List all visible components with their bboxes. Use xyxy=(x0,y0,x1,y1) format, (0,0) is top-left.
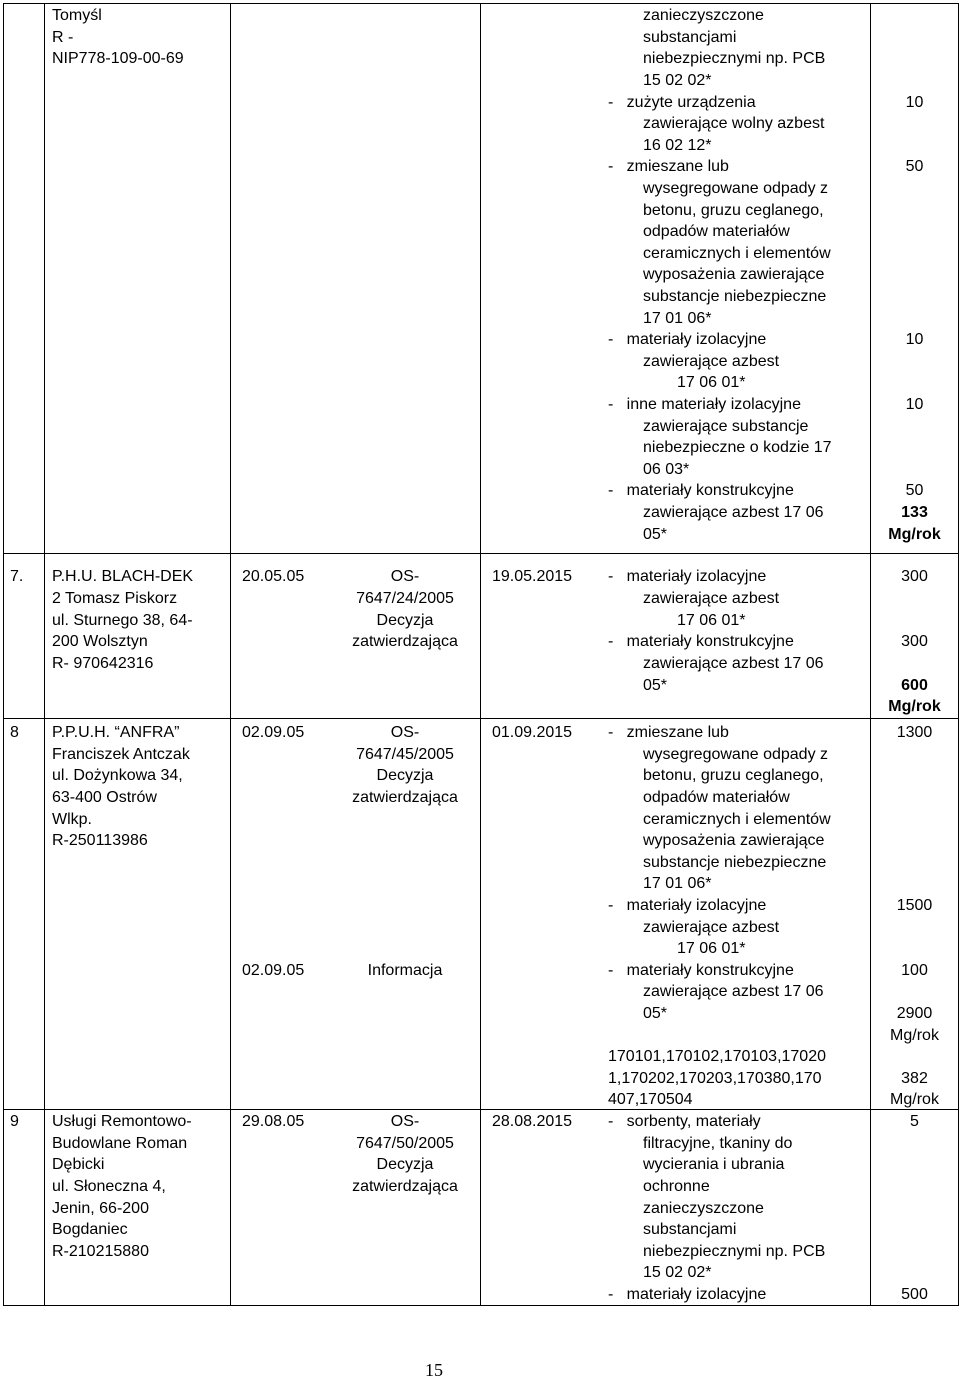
waste-line: wyposażenia zawierające xyxy=(643,832,825,849)
col-divider xyxy=(3,3,4,1306)
valid-until: 28.08.2015 xyxy=(492,1113,573,1130)
decision-line: 7647/24/2005 xyxy=(356,590,454,607)
waste-line: 15 02 02* xyxy=(643,1264,712,1281)
company-line: 63-400 Ostrów xyxy=(52,789,157,806)
company-line: Bogdaniec xyxy=(52,1221,128,1238)
col-divider xyxy=(230,3,231,1306)
quantity-value: 1500 xyxy=(896,897,933,914)
page-number: 15 xyxy=(425,1360,443,1380)
waste-codes-line: 407,170504 xyxy=(608,1091,693,1108)
waste-line: zawierające azbest 17 06 xyxy=(643,655,824,672)
waste-line: odpadów materiałów xyxy=(643,789,790,806)
col-divider xyxy=(480,3,481,1306)
company-line: P.P.U.H. “ANFRA” xyxy=(52,724,180,741)
waste-line: zawierające azbest 17 06 xyxy=(643,504,824,521)
waste-line: zawierające substancje xyxy=(643,418,809,435)
waste-line: wysegregowane odpady z xyxy=(643,180,829,197)
waste-line: odpadów materiałów xyxy=(643,223,790,240)
decision-line: 7647/45/2005 xyxy=(356,746,454,763)
waste-line: substancjami xyxy=(643,29,737,46)
decision-line: zatwierdzająca xyxy=(352,1178,458,1195)
company-line: 2 Tomasz Piskorz xyxy=(52,590,178,607)
company-line: ul. Sturnego 38, 64- xyxy=(52,612,193,629)
waste-line: zawierające azbest xyxy=(643,919,780,936)
waste-line: wyposażenia zawierające xyxy=(643,266,825,283)
quantity-value: 300 xyxy=(901,633,928,650)
waste-line: niebezpiecznymi np. PCB xyxy=(643,1243,826,1260)
waste-line: substancje niebezpieczne xyxy=(643,288,827,305)
company-line: ul. Słoneczna 4, xyxy=(52,1178,166,1195)
waste-line: - materiały izolacyjne xyxy=(608,897,767,914)
waste-line: - materiały izolacyjne xyxy=(608,331,767,348)
waste-line: zawierające azbest 17 06 xyxy=(643,983,824,1000)
waste-line: ceramicznych i elementów xyxy=(643,245,831,262)
decision-line: OS- xyxy=(390,568,420,585)
waste-line: - materiały izolacyjne xyxy=(608,568,767,585)
waste-line: - materiały konstrukcyjne xyxy=(608,633,794,650)
waste-line: 06 03* xyxy=(643,461,690,478)
company-line: R- 970642316 xyxy=(52,655,154,672)
waste-line: - sorbenty, materiały xyxy=(608,1113,761,1130)
company-line: Budowlane Roman xyxy=(52,1135,188,1152)
company-line: Usługi Remontowo- xyxy=(52,1113,192,1130)
company-line: Franciszek Antczak xyxy=(52,746,190,763)
valid-until: 19.05.2015 xyxy=(492,568,573,585)
decision-date: 02.09.05 xyxy=(242,724,305,741)
quantity-value: 300 xyxy=(901,568,928,585)
company-line: R-210215880 xyxy=(52,1243,149,1260)
waste-line: 05* xyxy=(643,526,668,543)
company-line: 200 Wolsztyn xyxy=(52,633,148,650)
decision-line: Decyzja xyxy=(376,767,434,784)
waste-line: 16 02 12* xyxy=(643,137,712,154)
decision-line: zatwierdzająca xyxy=(352,789,458,806)
row-number: 7. xyxy=(10,568,24,585)
waste-line: betonu, gruzu ceglanego, xyxy=(643,767,824,784)
total-quantity: 382 xyxy=(901,1070,928,1087)
waste-line: - materiały izolacyjne xyxy=(608,1286,767,1303)
table-border-right xyxy=(958,3,959,1306)
decision-line: 7647/50/2005 xyxy=(356,1135,454,1152)
waste-line: - zmieszane lub xyxy=(608,724,729,741)
waste-codes-line: 1,170202,170203,170380,170 xyxy=(608,1070,822,1087)
waste-line: filtracyjne, tkaniny do xyxy=(643,1135,793,1152)
waste-line: 17 01 06* xyxy=(643,875,712,892)
waste-line: substancjami xyxy=(643,1221,737,1238)
total-quantity: 600 xyxy=(901,677,928,694)
waste-line: - materiały konstrukcyjne xyxy=(608,482,794,499)
total-unit: Mg/rok xyxy=(888,526,941,543)
waste-line: zawierające azbest xyxy=(643,590,780,607)
waste-line: 17 01 06* xyxy=(643,310,712,327)
company-line: R-250113986 xyxy=(52,832,148,849)
decision-line: zatwierdzająca xyxy=(352,633,458,650)
row-number: 9 xyxy=(10,1113,19,1130)
total-unit: Mg/rok xyxy=(890,1091,939,1108)
waste-line: substancje niebezpieczne xyxy=(643,854,827,871)
total-quantity: 2900 xyxy=(896,1005,933,1022)
waste-line: - materiały konstrukcyjne xyxy=(608,962,794,979)
quantity-value: 10 xyxy=(905,331,924,348)
quantity-value: 5 xyxy=(910,1113,919,1130)
waste-line: zanieczyszczone xyxy=(643,1200,764,1217)
decision-date: 02.09.05 xyxy=(242,962,305,979)
company-line: Wlkp. xyxy=(52,811,92,828)
decision-line: OS- xyxy=(390,1113,420,1130)
waste-line: zawierające azbest xyxy=(643,353,780,370)
company-line: Dębicki xyxy=(52,1156,105,1173)
waste-line: 17 06 01* xyxy=(677,612,746,629)
quantity-value: 500 xyxy=(901,1286,928,1303)
decision-line: Decyzja xyxy=(376,1156,434,1173)
valid-until: 01.09.2015 xyxy=(492,724,573,741)
waste-line: zawierające wolny azbest xyxy=(643,115,825,132)
waste-line: niebezpieczne o kodzie 17 xyxy=(643,439,832,456)
waste-line: ceramicznych i elementów xyxy=(643,811,831,828)
company-line: Tomyśl xyxy=(52,7,102,24)
decision-line: Decyzja xyxy=(376,612,434,629)
waste-codes-line: 170101,170102,170103,17020 xyxy=(608,1048,826,1065)
quantity-value: 10 xyxy=(905,396,924,413)
company-line: Jenin, 66-200 xyxy=(52,1200,149,1217)
waste-line: betonu, gruzu ceglanego, xyxy=(643,202,824,219)
decision-date: 20.05.05 xyxy=(242,568,305,585)
waste-line: 05* xyxy=(643,1005,668,1022)
col-divider xyxy=(44,3,45,1306)
waste-line: - zużyte urządzenia xyxy=(608,94,756,111)
quantity-value: 10 xyxy=(905,94,924,111)
decision-line: Informacja xyxy=(367,962,443,979)
waste-line: 15 02 02* xyxy=(643,72,712,89)
quantity-value: 100 xyxy=(901,962,928,979)
total-unit: Mg/rok xyxy=(890,1027,939,1044)
company-line: R - xyxy=(52,29,74,46)
total-quantity: 133 xyxy=(901,504,928,521)
waste-line: 05* xyxy=(643,677,668,694)
waste-line: wycierania i ubrania xyxy=(643,1156,785,1173)
waste-line: zanieczyszczone xyxy=(643,7,764,24)
quantity-value: 50 xyxy=(905,482,924,499)
decision-line: OS- xyxy=(390,724,420,741)
waste-line: - inne materiały izolacyjne xyxy=(608,396,801,413)
quantity-value: 50 xyxy=(905,158,924,175)
company-line: NIP778-109-00-69 xyxy=(52,50,184,67)
company-line: P.H.U. BLACH-DEK xyxy=(52,568,194,585)
waste-line: ochronne xyxy=(643,1178,710,1195)
waste-line: 17 06 01* xyxy=(677,940,746,957)
row-number: 8 xyxy=(10,724,19,741)
waste-line: 17 06 01* xyxy=(677,374,746,391)
company-line: ul. Dożynkowa 34, xyxy=(52,767,183,784)
waste-line: wysegregowane odpady z xyxy=(643,746,829,763)
waste-line: niebezpiecznymi np. PCB xyxy=(643,50,826,67)
total-unit: Mg/rok xyxy=(888,698,941,715)
quantity-value: 1300 xyxy=(896,724,933,741)
decision-date: 29.08.05 xyxy=(242,1113,305,1130)
waste-line: - zmieszane lub xyxy=(608,158,729,175)
